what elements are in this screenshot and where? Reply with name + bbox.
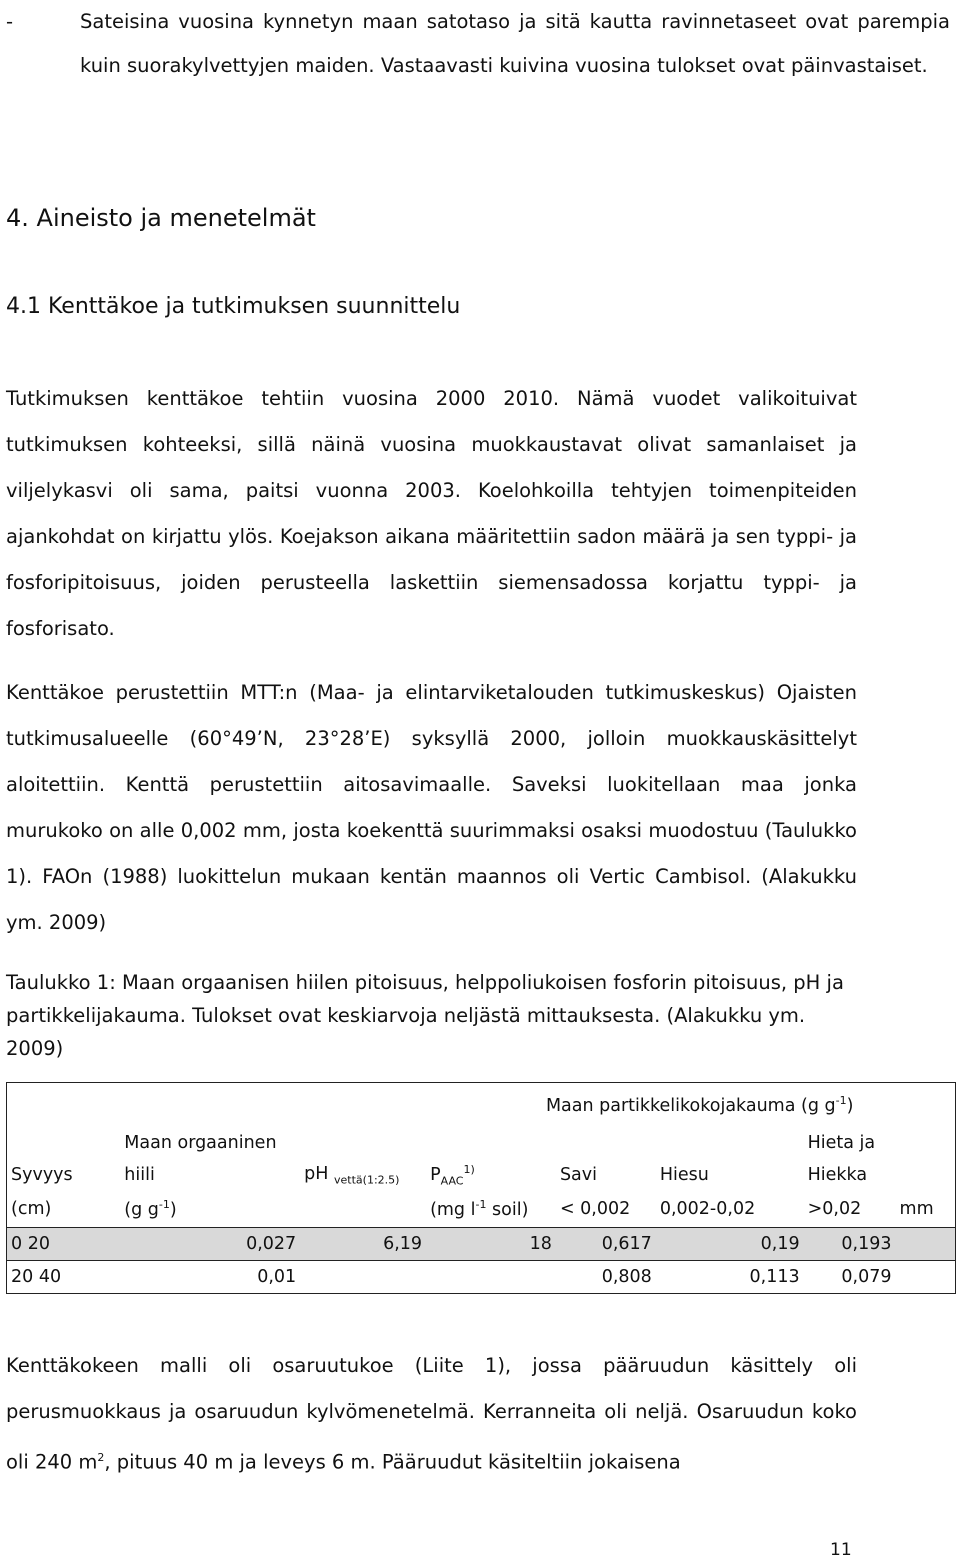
paragraph-field-site: Kenttäkoe perustettiin MTT:n (Maa- ja elintarviketalouden tutkimuskeskus) Ojaisten tutkimusalueelle (60°49’N, 23°28’E) syksyllä 2000, jolloin muokkauskäsittelyt aloitettiin. Kenttä perustettiin aitosavimaalle. Saveksi luokitellaan maa jonka murukoko on alle 0,002 mm, josta koekenttä suurimmaksi osaksi muodostuu (Taulukko 1). FAOn (1988) luokittelun mukaan kentän maannos oli Vertic Cambisol. (Alakukku ym. 2009) bbox=[6, 681, 857, 934]
cell-clay: 0,808 bbox=[556, 1261, 656, 1294]
table-units-row bbox=[7, 1191, 956, 1228]
bullet-text: Sateisina vuosina kynnetyn maan satotaso ja sitä kautta ravinnetaseet ovat parempia kuin suorakylvettyjen maiden. Vastaavasti kuivina vuosina tulokset ovat päinvastaiset. bbox=[80, 10, 950, 77]
header-sand-2: Hiekka bbox=[807, 1165, 868, 1185]
cell-silt: 0,113 bbox=[656, 1261, 804, 1294]
cell-silt: 0,19 bbox=[656, 1228, 804, 1261]
page-number: 11 bbox=[830, 1540, 852, 1560]
cell-sand: 0,193 bbox=[804, 1228, 896, 1261]
table-row bbox=[7, 1261, 956, 1294]
cell-sand: 0,079 bbox=[804, 1261, 896, 1294]
cell-carbon: 0,027 bbox=[120, 1228, 300, 1261]
cell-p: 18 bbox=[426, 1228, 556, 1261]
unit-sand: >0,02 bbox=[804, 1191, 896, 1228]
header-silt: Hiesu bbox=[659, 1165, 709, 1185]
unit-p: (mg $l^{-1}$ soil) bbox=[426, 1191, 556, 1228]
table-group-header-row bbox=[7, 1083, 956, 1128]
paragraph-experiment-layout: Kenttäkokeen malli oli osaruutukoe (Liite 1), jossa pääruudun käsittely oli perusmuokkaus ja osaruudun kylvömenetelmä. Kerranneita oli neljä. Osaruudun koko oli 240 $m^2$, pituus 40 m ja leveys 6 m. Pääruudut käsiteltiin jokaisena bbox=[6, 1354, 857, 1474]
cell-depth: 20 40 bbox=[7, 1261, 121, 1294]
cell-carbon: 0,01 bbox=[120, 1261, 300, 1294]
paragraph-study-design: Tutkimuksen kenttäkoe tehtiin vuosina 2000 2010. Nämä vuodet valikoituivat tutkimuksen kohteeksi, sillä näinä vuosina muokkaustavat olivat samanlaiset ja viljelykasvi oli sama, paitsi vuonna 2003. Koelohkoilla tehtyjen toimenpiteiden ajankohdat on kirjattu ylös. Koejakson aikana määritettiin sadon määrä ja sen typpi- ja fosforipitoisuus, joiden perusteella laskettiin siemensadossa korjattu typpi- ja fosforisato. bbox=[6, 387, 857, 640]
bullet-dash: - bbox=[6, 10, 14, 33]
soil-properties-table bbox=[6, 1082, 956, 1294]
unit-mm: mm bbox=[896, 1191, 956, 1228]
header-carbon: Maan orgaaninen bbox=[124, 1133, 277, 1153]
cell-p bbox=[426, 1261, 556, 1294]
table-caption: Taulukko 1: Maan orgaanisen hiilen pitoisuus, helppoliukoisen fosforin pitoisuus, pH ja partikkelijakauma. Tulokset ovat keskiarvoja neljästä mittauksesta. (Alakukku ym. 2009) bbox=[6, 971, 844, 1060]
header-carbon-2: hiili bbox=[124, 1165, 155, 1185]
table-row bbox=[7, 1228, 956, 1261]
header-ph: pH $_{vettä(1:2.5)}$ bbox=[304, 1163, 400, 1187]
unit-silt: 0,002-0,02 bbox=[656, 1191, 804, 1228]
cell-depth: 0 20 bbox=[7, 1228, 121, 1261]
header-sand: Hieta ja bbox=[807, 1133, 876, 1153]
header-p: $P_{AAC}^{1)}$ bbox=[430, 1162, 475, 1188]
section-heading: 4. Aineisto ja menetelmät bbox=[6, 204, 316, 232]
group-header: Maan partikkelikokojakauma (g $g^{-1}$) bbox=[545, 1094, 854, 1116]
bullet-item bbox=[6, 0, 956, 88]
unit-carbon: (g $g^{-1}$) bbox=[120, 1191, 300, 1228]
table-header-row-2 bbox=[7, 1159, 956, 1191]
subsection-heading: 4.1 Kenttäkoe ja tutkimuksen suunnittelu bbox=[6, 294, 461, 319]
table-header-row-1 bbox=[7, 1127, 956, 1159]
header-depth: Syvyys bbox=[7, 1159, 121, 1191]
unit-clay: < 0,002 bbox=[556, 1191, 656, 1228]
cell-ph: 6,19 bbox=[300, 1228, 426, 1261]
unit-depth: (cm) bbox=[7, 1191, 121, 1228]
cell-ph bbox=[300, 1261, 426, 1294]
header-clay: Savi bbox=[559, 1165, 597, 1185]
cell-clay: 0,617 bbox=[556, 1228, 656, 1261]
